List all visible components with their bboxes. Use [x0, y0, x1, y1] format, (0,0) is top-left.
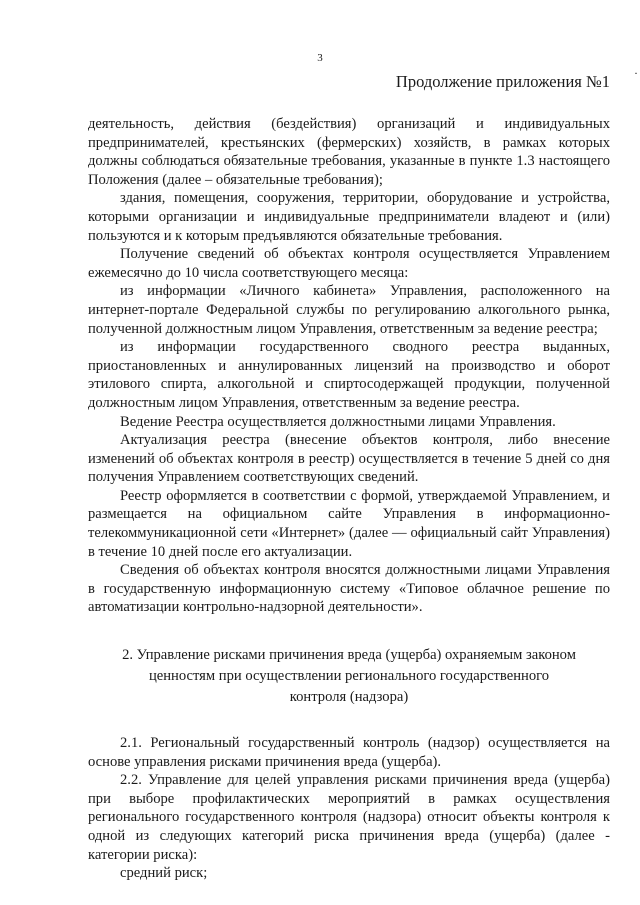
paragraph-medium-risk: средний риск; — [120, 865, 208, 882]
paragraph-registry-publication: Реестр оформляется в соответствии с формой, утверждаемой Управлением, и размещается на официальном сайте Управления в информационно-телекоммуникационной сети «Интернет» (далее — официальный сайт Управления) в течение 10 дней после его актуализации. — [88, 487, 610, 560]
paragraph-data-collection: Получение сведений об объектах контроля осуществляется Управлением ежемесячно до 10 числа соответствующего месяца: — [88, 246, 610, 281]
section-2-heading-line: 2. Управление рисками причинения вреда (ущерба) охраняемым законом — [122, 647, 576, 664]
paragraph-activity: деятельность, действия (бездействия) организаций и индивидуальных предпринимателей, крестьянских (фермерских) хозяйств, в рамках которых должны соблюдаться обязательные требования, указанные в пункте 1.3 настоящего Положения (далее – обязательные требования); — [88, 116, 610, 188]
edge-mark: · — [634, 66, 638, 80]
paragraph-license-registry: из информации государственного сводного реестра выданных, приостановленных и аннулированных лицензий на производство и оборот этилового спирта, алкогольной и спиртосодержащей продукции, полученной должностным лицом Управления, ответственным за ведение реестра. — [88, 339, 610, 411]
paragraph-buildings: здания, помещения, сооружения, территории, оборудование и устройства, которыми организации и индивидуальные предприниматели владеют и (или) пользуются и к которым предъявляются обязательные требования. — [88, 190, 610, 244]
section-2-heading-line: контроля (надзора) — [289, 689, 409, 706]
paragraph-information-system: Сведения об объектах контроля вносятся должностными лицами Управления в государственную информационную систему «Типовое облачное решение по автоматизации контрольно-надзорной деятельности». — [88, 562, 610, 616]
paragraph-2-2: 2.2. Управление для целей управления рисками причинения вреда (ущерба) при выборе профилактических мероприятий в рамках осуществления регионального государственного контроля (надзора) относит объекты контроля к одной из следующих категорий риска причинения вреда (ущерба) (далее - категории риска): — [88, 772, 610, 863]
section-2-heading — [88, 645, 610, 708]
paragraph-registry-update: Актуализация реестра (внесение объектов контроля, либо внесение изменений об объектах контроля в реестр) осуществляется в течение 5 дней со дня получения Управлением соответствующих сведений. — [88, 432, 610, 486]
paragraph-2-1: 2.1. Региональный государственный контроль (надзор) осуществляется на основе управления рисками причинения вреда (ущерба). — [88, 735, 610, 770]
paragraph-registry-keeping: Ведение Реестра осуществляется должностными лицами Управления. — [120, 413, 556, 430]
paragraph-personal-account: из информации «Личного кабинета» Управления, расположенного на интернет-портале Федеральной службы по регулированию алкогольного рынка, полученной должностным лицом Управления, ответственным за ведение реестра; — [88, 283, 610, 337]
document-body — [88, 115, 610, 883]
section-2-heading-line: ценностям при осуществлении регионального государственного — [148, 668, 550, 685]
page-number: 3 — [317, 52, 323, 64]
appendix-label: Продолжение приложения №1 — [395, 72, 610, 91]
